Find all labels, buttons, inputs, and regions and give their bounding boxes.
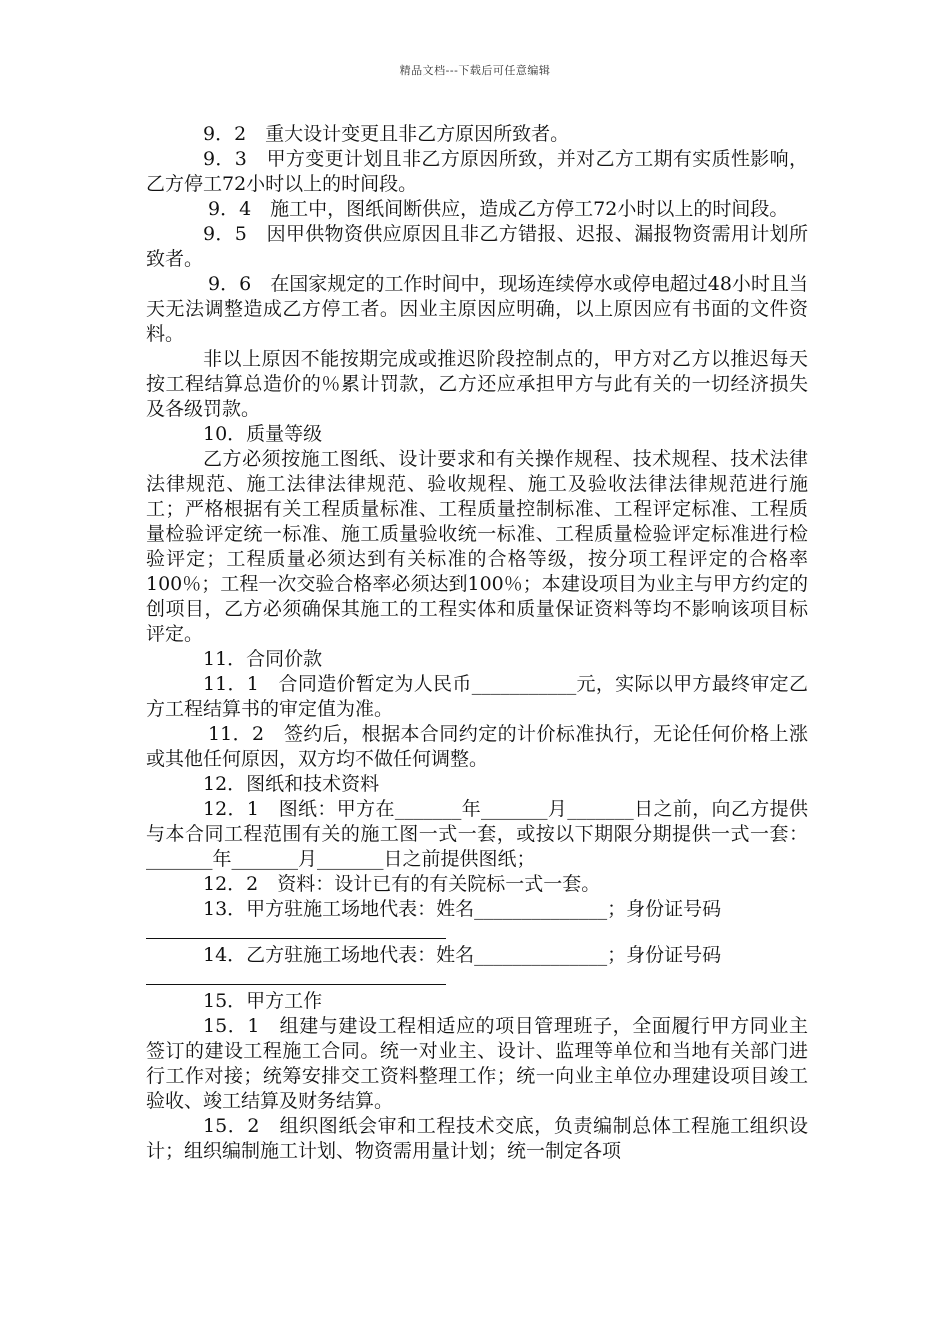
clause-9-6: 9．6 在国家规定的工作时间中，现场连续停水或停电超过48小时且当天无法调整造成乙方停工者。因业主原因应明确，以上原因应有书面的文件资料。 xyxy=(146,273,808,345)
id-number-blank-14 xyxy=(146,968,446,985)
clause-12-1: 12．1 图纸：甲方在_______年_______月_______日之前，向乙方提供与本合同工程范围有关的施工图一式一套，或按以下期限分期提供一式一套：_______年_______月_______日之前提供图纸； xyxy=(146,798,808,870)
clause-13: 13．甲方驻施工场地代表：姓名______________；身份证号码 xyxy=(203,898,722,920)
section-10-body: 乙方必须按施工图纸、设计要求和有关操作规程、技术规程、技术法律法律规范、施工法律法律规范、验收规程、施工及验收法律法律规范进行施工；严格根据有关工程质量标准、工程质量控制标准、工程评定标准、工程质量检验评定统一标准、施工质量验收统一标准、工程质量检验评定标准进行检验评定；工程质量必须达到有关标准的合格等级，按分项工程评定的合格率100％；工程一次交验合格率必须达到100％；本建设项目为业主与甲方约定的创项目，乙方必须确保其施工的工程实体和质量保证资料等均不影响该项目标评定。 xyxy=(146,448,808,645)
clause-14: 14．乙方驻施工场地代表：姓名______________；身份证号码 xyxy=(203,944,722,966)
clause-11-1: 11．1 合同造价暂定为人民币___________元，实际以甲方最终审定乙方工程结算书的审定值为准。 xyxy=(146,673,808,720)
clause-15-2: 15．2 组织图纸会审和工程技术交底，负责编制总体工程施工组织设计；组织编制施工计划、物资需用量计划；统一制定各项 xyxy=(146,1115,808,1162)
clause-9-3: 9．3 甲方变更计划且非乙方原因所致，并对乙方工期有实质性影响，乙方停工72小时以上的时间段。 xyxy=(146,148,808,195)
penalty-paragraph: 非以上原因不能按期完成或推迟阶段控制点的，甲方对乙方以推迟每天按工程结算总造价的％累计罚款，乙方还应承担甲方与此有关的一切经济损失及各级罚款。 xyxy=(146,348,808,420)
clause-9-4: 9．4 施工中，图纸间断供应，造成乙方停工72小时以上的时间段。 xyxy=(208,198,789,220)
clause-12-2: 12．2 资料：设计已有的有关院标一式一套。 xyxy=(203,873,601,895)
section-10-heading: 10．质量等级 xyxy=(203,423,323,445)
clause-9-5: 9．5 因甲供物资供应原因且非乙方错报、迟报、漏报物资需用计划所致者。 xyxy=(146,223,808,270)
section-12-heading: 12．图纸和技术资料 xyxy=(203,773,380,795)
id-number-blank-13 xyxy=(146,922,446,939)
clause-15-1: 15．1 组建与建设工程相适应的项目管理班子，全面履行甲方同业主签订的建设工程施工合同。统一对业主、设计、监理等单位和当地有关部门进行工作对接；统筹安排交工资料整理工作；统一向业主单位办理建设项目竣工验收、竣工结算及财务结算。 xyxy=(146,1015,808,1112)
section-15-heading: 15．甲方工作 xyxy=(203,990,323,1012)
clause-11-2: 11．2 签约后，根据本合同约定的计价标准执行，无论任何价格上涨或其他任何原因，双方均不做任何调整。 xyxy=(146,723,808,770)
clause-9-2: 9．2 重大设计变更且非乙方原因所致者。 xyxy=(203,123,570,145)
document-body xyxy=(146,122,808,1164)
page-header: 精品文档---下载后可任意编辑 xyxy=(399,64,551,77)
section-11-heading: 11．合同价款 xyxy=(203,648,323,670)
